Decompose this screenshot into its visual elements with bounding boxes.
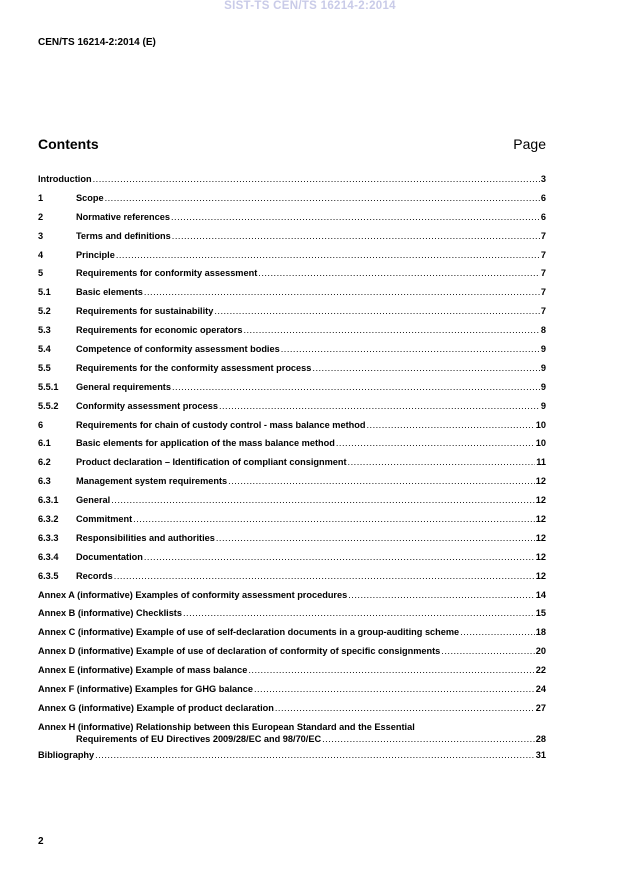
toc-entry-number: 5.4 (38, 344, 51, 355)
toc-entry-page: 10 (535, 419, 546, 430)
dot-leader (144, 287, 540, 297)
toc-entry-page: 6 (540, 192, 546, 203)
toc-entry-page: 9 (540, 400, 546, 411)
dot-leader (214, 306, 540, 316)
toc-entry-number: 5.5.2 (38, 400, 59, 411)
toc-entry-title: Responsibilities and authorities (76, 532, 215, 543)
dot-leader (216, 533, 535, 543)
dot-leader (281, 344, 540, 354)
document-id: CEN/TS 16214-2:2014 (E) (38, 37, 156, 48)
dot-leader (336, 438, 535, 448)
dot-leader (441, 646, 534, 656)
toc-entry[interactable] (38, 250, 546, 269)
toc-entry-number: 6.3.4 (38, 551, 59, 562)
dot-leader (322, 734, 535, 744)
dot-leader (366, 420, 534, 430)
toc-entry-title: Requirements for the conformity assessment process (76, 362, 312, 373)
dot-leader (243, 325, 539, 335)
toc-entry[interactable] (38, 382, 546, 401)
toc-entry-page: 3 (540, 174, 546, 184)
toc-entry-title: Normative references (76, 211, 170, 222)
toc-entry-number: 6.3.3 (38, 532, 59, 543)
toc-entry-title: General requirements (76, 381, 171, 392)
toc-entry-title: Annex E (informative) Example of mass balance (38, 665, 248, 676)
toc-entry-title: Annex C (informative) Example of use of self-declaration documents in a group-auditing scheme (38, 627, 460, 638)
dot-leader (144, 552, 535, 562)
dot-leader (228, 476, 535, 486)
toc-entry-annex-h[interactable] (38, 722, 546, 744)
toc-entry-number: 5.1 (38, 287, 51, 298)
toc-entry[interactable] (38, 476, 546, 495)
toc-entry-title: Annex G (informative) Example of product declaration (38, 702, 274, 713)
toc-entry[interactable] (38, 646, 546, 665)
contents-heading: Contents (38, 136, 99, 152)
toc-entry-page: 20 (535, 646, 546, 657)
dot-leader (183, 608, 535, 618)
toc-entry-title: Principle (76, 249, 115, 260)
page-column-label: Page (513, 136, 546, 152)
toc-entry-number: 3 (38, 230, 44, 241)
toc-entry[interactable] (38, 703, 546, 722)
dot-leader (312, 363, 539, 373)
toc-entry-title: Basic elements for application of the mass balance method (76, 438, 335, 449)
toc-entry[interactable] (38, 401, 546, 420)
toc-entry-page: 12 (535, 551, 546, 562)
toc-entry[interactable] (38, 174, 546, 193)
toc-entry[interactable] (38, 231, 546, 250)
toc-entry[interactable] (38, 438, 546, 457)
toc-entry-title: Annex F (informative) Examples for GHG balance (38, 684, 253, 695)
toc-entry-title: Competence of conformity assessment bodies (76, 344, 280, 355)
toc-entry[interactable] (38, 457, 546, 476)
toc-entry-page: 12 (535, 570, 546, 581)
dot-leader (171, 212, 540, 222)
toc-entry-page: 22 (535, 665, 546, 676)
dot-leader (219, 401, 540, 411)
dot-leader (348, 590, 535, 600)
toc-entry-page: 8 (540, 325, 546, 336)
toc-entry-number: 6.2 (38, 457, 51, 468)
toc-entry-title: Requirements for sustainability (76, 306, 214, 317)
table-of-contents (38, 174, 546, 769)
toc-entry-title: Introduction (38, 174, 92, 184)
toc-entry-number: 5.3 (38, 325, 51, 336)
toc-entry-page: 11 (536, 457, 546, 468)
toc-entry[interactable] (38, 533, 546, 552)
toc-entry[interactable] (38, 608, 546, 627)
toc-entry-page: 7 (540, 230, 546, 241)
toc-entry-title: Annex H (informative) Relationship between this European Standard and the Essential (38, 721, 415, 732)
dot-leader (105, 193, 540, 203)
toc-entry-page: 12 (535, 495, 546, 506)
toc-entry[interactable] (38, 325, 546, 344)
toc-entry-page: 7 (540, 306, 546, 317)
toc-entry-title: Conformity assessment process (76, 400, 218, 411)
toc-entry-title-continued: Requirements of EU Directives 2009/28/EC and 98/70/EC (76, 733, 322, 744)
toc-entry-number: 6.3 (38, 476, 51, 487)
dot-leader (258, 268, 540, 278)
toc-entry[interactable] (38, 193, 546, 212)
toc-entry-page: 24 (535, 684, 546, 695)
toc-entry-title: Product declaration – Identification of compliant consignment (76, 457, 347, 468)
dot-leader (275, 703, 535, 713)
toc-entry-title: Requirements for chain of custody control - mass balance method (76, 419, 366, 430)
toc-entry-number: 2 (38, 211, 44, 222)
toc-entry-page: 7 (540, 249, 546, 260)
dot-leader (172, 382, 540, 392)
toc-entry-page: 28 (535, 733, 546, 744)
toc-entry[interactable] (38, 344, 546, 363)
toc-entry-number: 5.5 (38, 362, 51, 373)
dot-leader (133, 514, 535, 524)
toc-entry-title: Documentation (76, 551, 143, 562)
toc-entry[interactable] (38, 684, 546, 703)
dot-leader (172, 231, 540, 241)
toc-entry-title: Commitment (76, 514, 133, 525)
dot-leader (254, 684, 535, 694)
toc-entry[interactable] (38, 627, 546, 646)
toc-entry-title: Terms and definitions (76, 230, 171, 241)
toc-entry-page: 9 (540, 344, 546, 355)
toc-entry-title: Annex D (informative) Example of use of declaration of conformity of specific consignments (38, 646, 441, 657)
toc-entry-number: 5 (38, 268, 44, 279)
toc-entry-number: 6 (38, 419, 44, 430)
toc-entry-title: General (76, 495, 111, 506)
toc-entry[interactable] (38, 665, 546, 684)
toc-entry-title: Requirements for conformity assessment (76, 268, 258, 279)
toc-entry-page: 7 (540, 268, 546, 279)
dot-leader (116, 250, 540, 260)
toc-entry-title: Requirements for economic operators (76, 325, 243, 336)
toc-entry-number: 5.2 (38, 306, 51, 317)
toc-entry-title: Management system requirements (76, 476, 228, 487)
toc-entry-number: 6.3.5 (38, 570, 59, 581)
toc-entry-number: 5.5.1 (38, 381, 59, 392)
toc-entry-page: 14 (535, 589, 546, 600)
toc-entry-number: 1 (38, 192, 44, 203)
toc-entry-page: 15 (535, 608, 546, 619)
dot-leader (93, 174, 540, 184)
toc-entry-page: 12 (535, 476, 546, 487)
toc-entry-bibliography[interactable] (38, 750, 546, 769)
toc-entry[interactable] (38, 420, 546, 439)
toc-entry[interactable] (38, 590, 546, 609)
toc-entry-title: Scope (76, 192, 104, 203)
toc-entry-page: 9 (540, 362, 546, 373)
toc-entry[interactable] (38, 495, 546, 514)
toc-entry-page: 7 (540, 287, 546, 298)
toc-entry-page: 18 (535, 627, 546, 638)
dot-leader (111, 495, 535, 505)
toc-entry-page: 6 (540, 211, 546, 222)
toc-entry-page: 9 (540, 381, 546, 392)
dot-leader (460, 627, 535, 637)
dot-leader (114, 571, 535, 581)
toc-entry-title: Annex B (informative) Checklists (38, 608, 182, 619)
toc-entry-title: Annex A (informative) Examples of conformity assessment procedures (38, 589, 348, 600)
toc-entry-page: 12 (535, 514, 546, 525)
dot-leader (348, 457, 536, 467)
dot-leader (248, 665, 534, 675)
watermark: SIST-TS CEN/TS 16214-2:2014 (224, 0, 396, 12)
toc-entry-title: Bibliography (38, 749, 95, 760)
toc-entry[interactable] (38, 552, 546, 571)
toc-entry[interactable] (38, 287, 546, 306)
toc-entry-page: 12 (535, 532, 546, 543)
toc-entry-number: 6.3.2 (38, 514, 59, 525)
toc-entry-title: Records (76, 570, 113, 581)
toc-entry[interactable] (38, 306, 546, 325)
toc-entry-number: 6.1 (38, 438, 51, 449)
toc-entry[interactable] (38, 514, 546, 533)
toc-entry-number: 6.3.1 (38, 495, 59, 506)
toc-entry-number: 4 (38, 249, 44, 260)
toc-entry[interactable] (38, 363, 546, 382)
footer-page-number: 2 (38, 836, 44, 847)
toc-entry-title: Basic elements (76, 287, 143, 298)
toc-entry-page: 31 (535, 749, 546, 760)
dot-leader (95, 750, 535, 760)
toc-entry-page: 27 (535, 702, 546, 713)
toc-entry[interactable] (38, 268, 546, 287)
toc-entry[interactable] (38, 571, 546, 590)
toc-entry[interactable] (38, 212, 546, 231)
toc-entry-page: 10 (535, 438, 546, 449)
